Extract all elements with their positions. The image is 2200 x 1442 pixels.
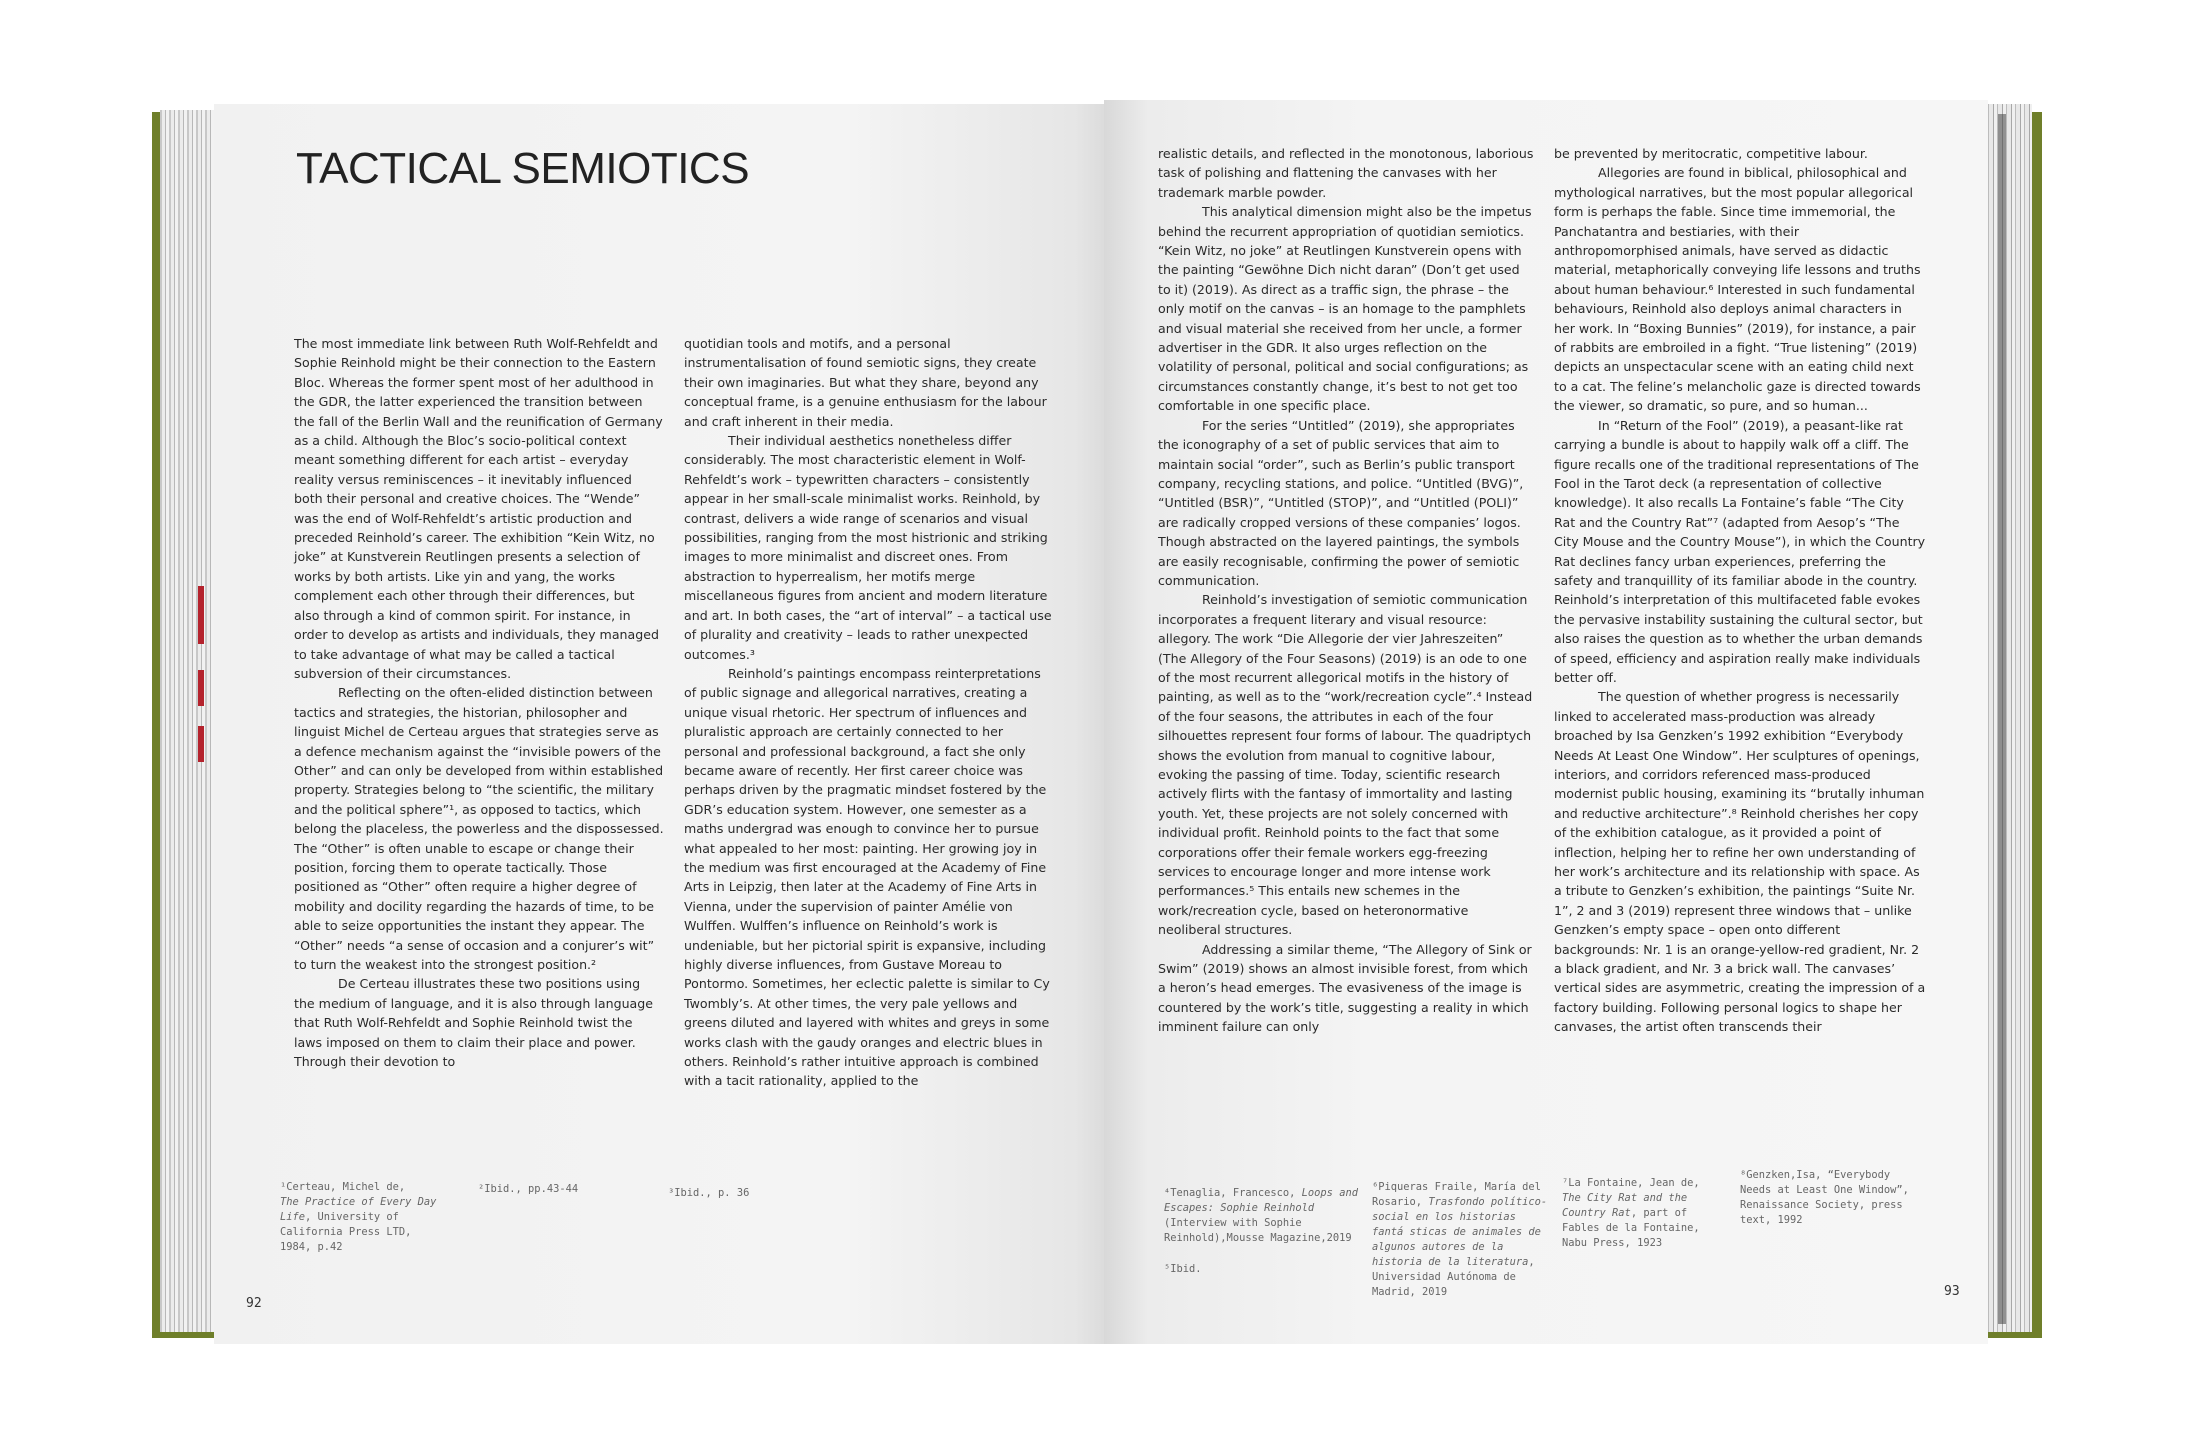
page-stack-left: [160, 110, 220, 1332]
paragraph: The most immediate link between Ruth Wolf-Rehfeldt and Sophie Reinhold might be their connection to the Eastern Bloc. Whereas the former spent most of her adulthood in the GDR, the latter experienced the transition between the fall of the Berlin Wall and the reunification of Germany as a child. Although the Bloc’s socio-political context meant something different for each artist – everyday reality versus reminiscences – it inevitably influenced both their personal and creative choices. The “Wende” was the end of Wolf-Rehfeldt’s artistic production and preceded Reinhold’s career. The exhibition “Kein Witz, no joke” at Kunstverein Reutlingen presents a selection of works by both artists. Like yin and yang, the works complement each other through their differences, but also through a kind of common spirit. For instance, in order to develop as artists and individuals, they managed to take advantage of what may be called a tactical subversion of their circumstances.: [294, 336, 663, 681]
paragraph: Reflecting on the often-elided distinction between tactics and strategies, the historian, philosopher and linguist Michel de Certeau argues that strategies serve as a defence mechanism against the “invisible powers of the Other” and can only be developed from within established property. Strategies belong to “the scientific, the military and the political sphere”¹, as opposed to tactics, which belong the placeless, the powerless and the dispossessed. The “Other” is often unable to escape or change their position, forcing them to operate tactically. Those positioned as “Other” often require a higher degree of mobility and docility regarding the hazards of time, to be able to seize opportunities the instant they appear. The “Other” needs “a sense of occasion and a conjurer’s wit” to turn the weakest into the strongest position.²: [294, 685, 664, 972]
paragraph: Reinhold’s paintings encompass reinterpretations of public signage and allegorical narratives, creating a unique visual rhetoric. Her spectrum of influences and pluralistic approach are certainly connected to her personal and professional background, a fact she only became aware of recently. Her first career choice was perhaps driven by the pragmatic mindset fostered by the GDR’s education system. However, one semester as a maths undergrad was enough to convince her to pursue what appealed to her most: painting. Her growing joy in the medium was first encouraged at the Academy of Fine Arts in Leipzig, then later at the Academy of Fine Arts in Vienna, under the supervision of painter Amélie von Wulffen. Wulffen’s influence on Reinhold’s work is undeniable, but her pictorial spirit is expansive, including highly diverse influences, from Gustave Moreau to Pontormo. Sometimes, her eclectic palette is similar to Cy Twombly’s. At other times, the very pale yellows and greens diluted and layered with whites and greys in some works clash with the gaudy oranges and electric blues in others. Reinhold’s rather intuitive approach is combined with a tacit rationality, applied to the: [684, 665, 1050, 1089]
text-column-right-2: [1554, 144, 1926, 1037]
paragraph: Their individual aesthetics nonetheless differ considerably. The most characteristic element in Wolf-Rehfeldt’s work – typewritten characters – consistently appear in her small-scale minimalist works. Reinhold, by contrast, delivers a wide range of scenarios and visual possibilities, ranging from the most histrionic and striking images to more minimalist and discreet ones. From abstraction to hyperrealism, her motifs merge miscellaneous figures from ancient and modern literature and art. In both cases, the “art of interval” – a tactical use of plurality and creativity – leads to rather unexpected outcomes.³: [684, 433, 1052, 662]
footnote-3: ³Ibid., p. 36: [668, 1187, 750, 1199]
page-number-left: 92: [246, 1296, 262, 1311]
page-edge-markers: [198, 586, 204, 762]
footnote-8: ⁸Genzken,Isa, “Everybody Needs at Least One Window”, Renaissance Society, press text, 1992: [1740, 1169, 1909, 1226]
text-column-left-2: [684, 334, 1054, 1091]
text-column-left-1: [294, 334, 664, 1071]
paragraph: Allegories are found in biblical, philosophical and mythological narratives, but the most popular allegorical form is perhaps the fable. Since time immemorial, the Panchatantra and bestiaries, with their anthropomorphised animals, have served as didactic material, metaphorically conveying life lessons and truths about human behaviour.⁶ Interested in such fundamental behaviours, Reinhold also deploys animal characters in her work. In “Boxing Bunnies” (2019), for instance, a pair of rabbits are embroiled in a fight. “True listening” (2019) depicts an unspectacular scene with an eating child next to a cat. The feline’s melancholic gaze is directed towards the viewer, so dramatic, so pure, and so human...: [1554, 165, 1921, 414]
paragraph: realistic details, and reflected in the monotonous, laborious task of polishing and flattening the canvases with her trademark marble powder.: [1158, 146, 1534, 200]
paragraph: Addressing a similar theme, “The Allegory of Sink or Swim” (2019) shows an almost invisible forest, from which a heron’s head emerges. The evasiveness of the image is countered by the work’s title, suggesting a reality in which imminent failure can only: [1158, 941, 1532, 1035]
paragraph: This analytical dimension might also be the impetus behind the recurrent appropriation of quotidian semiotics. “Kein Witz, no joke” at Reutlingen Kunstverein opens with the painting “Gewöhne Dich nicht daran” (Don’t get used to it) (2019). As direct as a traffic sign, the phrase – the only motif on the canvas – is an homage to the pamphlets and visual material she received from her uncle, a former advertiser in the GDR. It also urges reflection on the volatility of personal, political and social configurations; as circumstances constantly change, it’s best to not get too comfortable in one specific place.: [1158, 204, 1532, 414]
footnote-4: ⁴Tenaglia, Francesco, Loops and Escapes: Sophie Reinhold (Interview with Sophie Reinhold),Mousse Magazine,2019: [1164, 1187, 1358, 1244]
footnote-7: ⁷La Fontaine, Jean de, The City Rat and the Country Rat, part of Fables de la Fontaine, Nabu Press, 1923: [1562, 1177, 1700, 1249]
text-column-right-1: [1158, 144, 1534, 1037]
footnote-6: ⁶Piqueras Fraile, María del Rosario, Trasfondo político-social en los historias fantá sticas de animales de algunos autores de la historia de la literatura, Universidad Autónoma de Madrid, 2019: [1372, 1181, 1548, 1298]
page-number-right: 93: [1944, 1284, 1960, 1299]
paragraph: In “Return of the Fool” (2019), a peasant-like rat carrying a bundle is about to happily walk off a cliff. The figure recalls one of the traditional representations of The Fool in the Tarot deck (a representation of collective knowledge). It also recalls La Fontaine’s fable “The City Rat and the Country Rat”⁷ (adapted from Aesop’s “The City Mouse and the Country Mouse”), in which the Country Rat declines fancy urban experiences, preferring the safety and tranquillity of its familiar abode in the country. Reinhold’s interpretation of this multifaceted fable evokes the pervasive instability sustaining the cultural sector, but also raises the question as to whether the urban demands of speed, efficiency and aspiration really make individuals better off.: [1554, 417, 1926, 685]
paragraph: Reinhold’s investigation of semiotic communication incorporates a frequent literary and visual resource: allegory. The work “Die Allegorie der vier Jahreszeiten” (The Allegory of the Four Seasons) (2019) is an ode to one of the most recurrent allegorical motifs in the history of painting, as well as to the “work/recreation cycle”.⁴ Instead of the four seasons, the attributes in each of the four silhouettes represent four forms of labour. The quadriptych shows the evolution from manual to cognitive labour, evoking the passing of time. Today, scientific research actively flirts with the fantasy of immortality and lasting youth. Yet, these projects are not solely concerned with individual profit. Reinhold points to the fact that some corporations offer their female workers egg-freezing services to encourage longer and more intense work performances.⁵ This entails new schemes in the work/recreation cycle, based on heteronormative neoliberal structures.: [1158, 592, 1533, 938]
footnote-1: ¹Certeau, Michel de, The Practice of Every Day Life, University of California Press LTD, 1984, p.42: [280, 1181, 437, 1253]
paragraph: De Certeau illustrates these two positions using the medium of language, and it is also through language that Ruth Wolf-Rehfeldt and Sophie Reinhold twist the laws imposed on them to claim their place and power. Through their devotion to: [294, 976, 654, 1070]
paragraph: The question of whether progress is necessarily linked to accelerated mass-production was already broached by Isa Genzken’s 1992 exhibition “Everybody Needs At Least One Window”. Her sculptures of openings, interiors, and corridors referenced mass-produced modernist public housing, examining its “brutally inhuman and reductive architecture”.⁸ Reinhold cherishes her copy of the exhibition catalogue, as it provided a point of inflection, helping her to refine her own understanding of her work’s architecture and its relationship with space. As a tribute to Genzken’s exhibition, the paintings “Suite Nr. 1”, 2 and 3 (2019) represent three windows that – unlike Genzken’s empty space – open onto different backgrounds: Nr. 1 is an orange-yellow-red gradient, Nr. 2 a black gradient, and Nr. 3 a brick wall. The canvases’ vertical sides are asymmetric, creating the impression of a factory building. Following personal logics to shape her canvases, the artist often transcends their: [1554, 689, 1926, 1035]
paragraph: be prevented by meritocratic, competitive labour.: [1554, 146, 1868, 161]
paragraph: For the series “Untitled” (2019), she appropriates the iconography of a set of public services that aim to maintain social “order”, such as Berlin’s public transport company, recycling stations, and police. “Untitled (BVG)”, “Untitled (BSR)”, “Untitled (STOP)”, and “Untitled (POLI)” are radically cropped versions of these companies’ logos. Though abstracted on the layered paintings, the symbols are easily recognisable, confirming the power of semiotic communication.: [1158, 417, 1524, 588]
paragraph: quotidian tools and motifs, and a personal instrumentalisation of found semiotic signs, they create their own imaginaries. But what they share, beyond any conceptual frame, is a genuine enthusiasm for the labour and craft inherent in their media.: [684, 336, 1047, 429]
footnote-5: ⁵Ibid.: [1164, 1263, 1202, 1275]
page-title: TACTICAL SEMIOTICS: [296, 144, 750, 193]
footnote-2: ²Ibid., pp.43-44: [478, 1183, 579, 1195]
